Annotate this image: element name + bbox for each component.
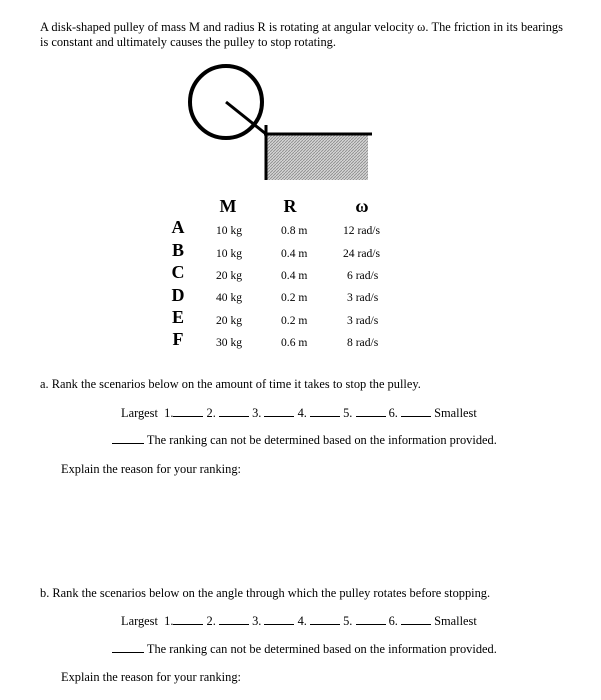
cell-radius: 0.2 m: [281, 291, 308, 304]
header-omega: ω: [355, 196, 369, 216]
cell-radius: 0.2 m: [281, 314, 308, 327]
rank-blank-5[interactable]: [356, 406, 386, 417]
ranking-row-a: [121, 406, 477, 421]
smallest-label: Smallest: [434, 614, 477, 628]
row-label-b: B: [171, 240, 184, 260]
cell-mass: 10 kg: [216, 247, 243, 260]
cell-radius: 0.6 m: [281, 336, 308, 349]
rank-blank-3[interactable]: [264, 406, 294, 417]
header-radius: R: [283, 196, 297, 216]
rank-blank-2[interactable]: [219, 406, 249, 417]
smallest-label: Smallest: [434, 406, 477, 420]
rank-blank-4[interactable]: [310, 406, 340, 417]
rank-number: 2.: [206, 406, 216, 420]
rank-number: 1.: [164, 406, 174, 420]
rank-number: 1.: [164, 614, 174, 628]
cell-omega: 6 rad/s: [347, 269, 379, 282]
cell-mass: 20 kg: [216, 314, 243, 327]
cell-mass: 10 kg: [216, 224, 243, 237]
explain-label-b: Explain the reason for your ranking:: [61, 670, 241, 684]
cell-omega: 3 rad/s: [347, 291, 379, 304]
rank-blank-6[interactable]: [401, 406, 431, 417]
pulley-diagram: [180, 62, 380, 182]
rank-number: 3.: [252, 614, 262, 628]
ranking-row-b: [121, 614, 477, 629]
undetermined-text: The ranking can not be determined based on the information provided.: [146, 642, 497, 656]
largest-label: Largest: [121, 614, 158, 628]
rank-blank-5[interactable]: [356, 614, 386, 625]
undetermined-text: The ranking can not be determined based on the information provided.: [146, 433, 497, 447]
undetermined-row-b: [112, 642, 497, 657]
problem-statement: A disk-shaped pulley of mass M and radius R is rotating at angular velocity ω. The friction in its bearings is constant and ultimately causes the pulley to stop rotating.: [40, 20, 563, 49]
question-a-prompt: a. Rank the scenarios below on the amount of time it takes to stop the pulley.: [40, 377, 421, 391]
cell-omega: 24 rad/s: [343, 247, 381, 260]
rank-blank-1[interactable]: [173, 406, 203, 417]
undetermined-blank[interactable]: [112, 642, 144, 653]
cell-radius: 0.4 m: [281, 247, 308, 260]
rank-number: 3.: [252, 406, 262, 420]
row-label-d: D: [171, 285, 185, 305]
cell-mass: 20 kg: [216, 269, 243, 282]
rank-blank-1[interactable]: [173, 614, 203, 625]
rank-blank-4[interactable]: [310, 614, 340, 625]
cell-mass: 30 kg: [216, 336, 243, 349]
rank-number: 4.: [297, 406, 307, 420]
rank-number: 5.: [343, 406, 353, 420]
cell-mass: 40 kg: [216, 291, 243, 304]
explain-label-a: Explain the reason for your ranking:: [61, 462, 241, 476]
cell-omega: 3 rad/s: [347, 314, 379, 327]
rank-blank-3[interactable]: [264, 614, 294, 625]
cell-radius: 0.8 m: [281, 224, 308, 237]
rank-blank-2[interactable]: [219, 614, 249, 625]
largest-label: Largest: [121, 406, 158, 420]
row-label-a: A: [171, 217, 185, 237]
row-label-f: F: [172, 329, 184, 349]
rank-number: 6.: [388, 614, 398, 628]
cell-omega: 8 rad/s: [347, 336, 379, 349]
cell-radius: 0.4 m: [281, 269, 308, 282]
question-b-prompt: b. Rank the scenarios below on the angle through which the pulley rotates before stopping.: [40, 586, 491, 600]
row-label-c: C: [171, 262, 185, 282]
rank-blank-6[interactable]: [401, 614, 431, 625]
support-block: [266, 134, 368, 180]
rank-number: 2.: [206, 614, 216, 628]
rank-number: 4.: [297, 614, 307, 628]
rank-number: 6.: [388, 406, 398, 420]
rank-number: 5.: [343, 614, 353, 628]
header-mass: M: [219, 196, 237, 216]
row-label-e: E: [171, 307, 184, 327]
undetermined-row-a: [112, 433, 497, 448]
undetermined-blank[interactable]: [112, 433, 144, 444]
cell-omega: 12 rad/s: [343, 224, 381, 237]
